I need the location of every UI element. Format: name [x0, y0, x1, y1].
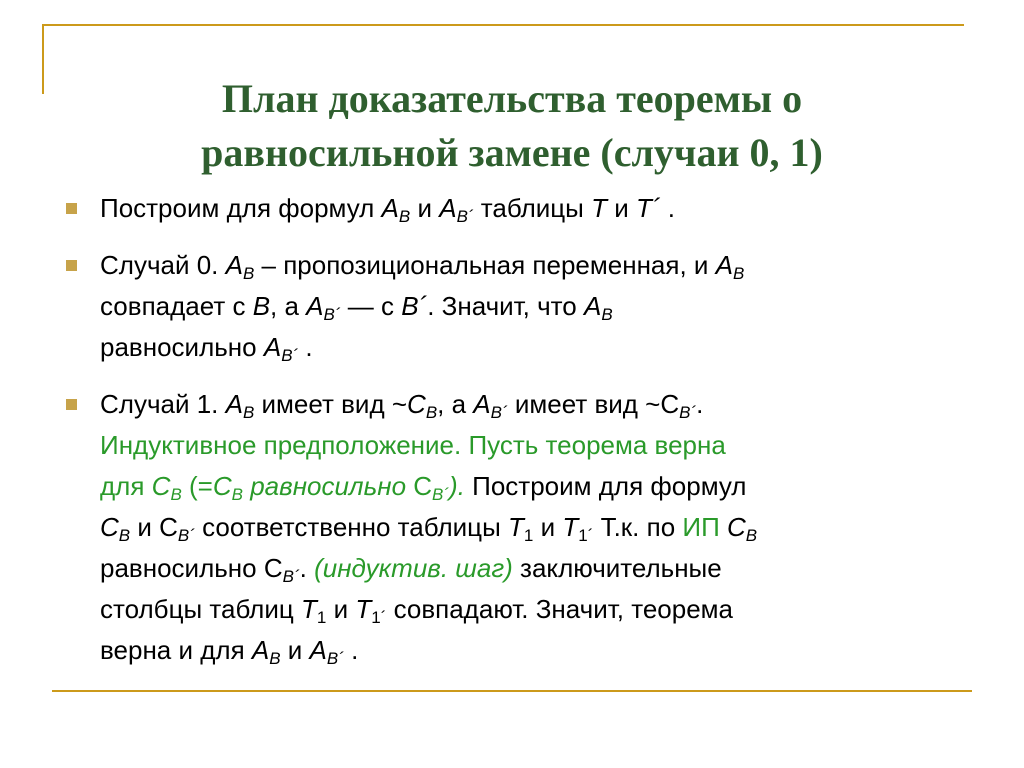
sub-1: 1	[371, 608, 381, 627]
text: Построим для формул	[100, 193, 382, 223]
induction-ref: ИП	[682, 512, 720, 542]
formula-A: A	[225, 250, 243, 280]
bullet-1	[60, 188, 960, 229]
text: верна и для	[100, 635, 252, 665]
sub-B: B	[170, 485, 182, 504]
text: имеет вид ~	[507, 389, 661, 419]
sub-B-prime: B´	[282, 567, 300, 586]
frame-top-line	[42, 24, 964, 26]
formula-C: С	[159, 512, 178, 542]
sub-B: B	[398, 207, 411, 226]
table-T: T	[355, 594, 372, 624]
formula-A: A	[381, 193, 399, 223]
formula-A: A	[225, 389, 243, 419]
sub-B: B	[242, 264, 255, 283]
sub-B-prime: B´	[679, 403, 697, 422]
title-line-2: равносильной замене (случаи 0, 1)	[201, 130, 823, 175]
title-line-1: План доказательства теоремы о	[221, 76, 803, 121]
sub-B-prime: B´	[432, 485, 450, 504]
formula-A: A	[263, 332, 282, 362]
text: Построим для формул	[464, 471, 747, 501]
inductive-step-note: (индуктив. шаг)	[306, 553, 513, 583]
text: (=	[181, 471, 213, 501]
slide-title	[60, 72, 964, 180]
formula-A: A	[251, 635, 270, 665]
formula-A: A	[306, 291, 324, 321]
sub-B: B	[242, 403, 255, 422]
sub-prime: ´	[587, 526, 594, 545]
text: столбцы таблиц	[100, 594, 301, 624]
text: Т.к. по	[593, 512, 683, 542]
formula-C: C	[212, 471, 232, 501]
sub-1: 1	[578, 526, 588, 545]
text: равносильно	[100, 553, 264, 583]
table-T: T	[591, 193, 607, 223]
induction-hypothesis-cont	[100, 471, 465, 504]
sub-prime: ´	[380, 608, 387, 627]
sub-B: B	[601, 305, 613, 324]
formula-C: C	[407, 389, 426, 419]
sub-B-prime: B´	[456, 207, 474, 226]
formula-C: C	[727, 512, 746, 542]
formula-A: A	[583, 291, 602, 321]
table-T-prime: T´	[635, 193, 661, 223]
var-B-prime: B´	[401, 291, 428, 321]
text: заключительные	[512, 553, 722, 583]
bullet-marker	[66, 260, 77, 271]
sub-1: 1	[523, 526, 534, 545]
text: и	[130, 512, 160, 542]
sub-B: B	[733, 264, 745, 283]
sub-1: 1	[316, 608, 327, 627]
table-T: T	[507, 512, 524, 542]
formula-A: A	[439, 193, 457, 223]
formula-C: С	[413, 471, 433, 501]
text: совпадают. Значит, теорема	[386, 594, 734, 624]
bullet-3	[60, 384, 960, 671]
text: и	[533, 512, 563, 542]
sub-B: B	[425, 403, 438, 422]
table-T: T	[562, 512, 579, 542]
text: Случай 1.	[100, 389, 226, 419]
bullet-2	[60, 245, 960, 368]
sub-B: B	[745, 526, 758, 545]
text: соответственно таблицы	[194, 512, 508, 542]
frame-bottom-line	[52, 690, 972, 692]
text: и	[326, 594, 356, 624]
text: таблицы	[473, 193, 592, 223]
text: имеет вид ~	[254, 389, 408, 419]
bullet-list	[60, 188, 960, 687]
text: .	[299, 553, 307, 583]
text: – пропозициональная переменная, и	[254, 250, 716, 280]
text: .	[298, 332, 313, 362]
text: равносильно	[100, 332, 264, 362]
text: и	[410, 193, 440, 223]
formula-A: A	[473, 389, 491, 419]
formula-A: A	[309, 635, 327, 665]
text: , а	[437, 389, 474, 419]
bullet-marker	[66, 203, 77, 214]
text: , а	[270, 291, 307, 321]
text: и	[280, 635, 310, 665]
sub-B: B	[118, 526, 131, 545]
text: и	[606, 193, 636, 223]
text: .	[343, 635, 359, 665]
table-T: T	[300, 594, 317, 624]
formula-A: A	[715, 250, 734, 280]
sub-B-prime: B´	[490, 403, 508, 422]
text: ).	[449, 471, 465, 501]
text: равносильно	[242, 471, 414, 501]
formula-C: C	[100, 512, 119, 542]
bullet-marker	[66, 399, 77, 410]
text: Случай 0.	[100, 250, 226, 280]
text: .	[696, 389, 704, 419]
text: .	[660, 193, 675, 223]
text: — с	[340, 291, 402, 321]
formula-C: С	[263, 553, 283, 583]
sub-B: B	[269, 649, 281, 668]
formula-C: С	[660, 389, 680, 419]
sub-B-prime: B´	[323, 305, 341, 324]
sub-B-prime: B´	[177, 526, 195, 545]
induction-hypothesis: Индуктивное предположение. Пусть теорема верна	[100, 430, 726, 460]
text: совпадает с	[100, 291, 253, 321]
sub-B-prime: B´	[281, 346, 299, 365]
frame-left-line	[42, 24, 44, 94]
sub-B: B	[231, 485, 243, 504]
sub-B-prime: B´	[326, 649, 344, 668]
text: для	[100, 471, 152, 501]
formula-C: C	[151, 471, 171, 501]
text: . Значит, что	[427, 291, 584, 321]
var-B: B	[252, 291, 271, 321]
